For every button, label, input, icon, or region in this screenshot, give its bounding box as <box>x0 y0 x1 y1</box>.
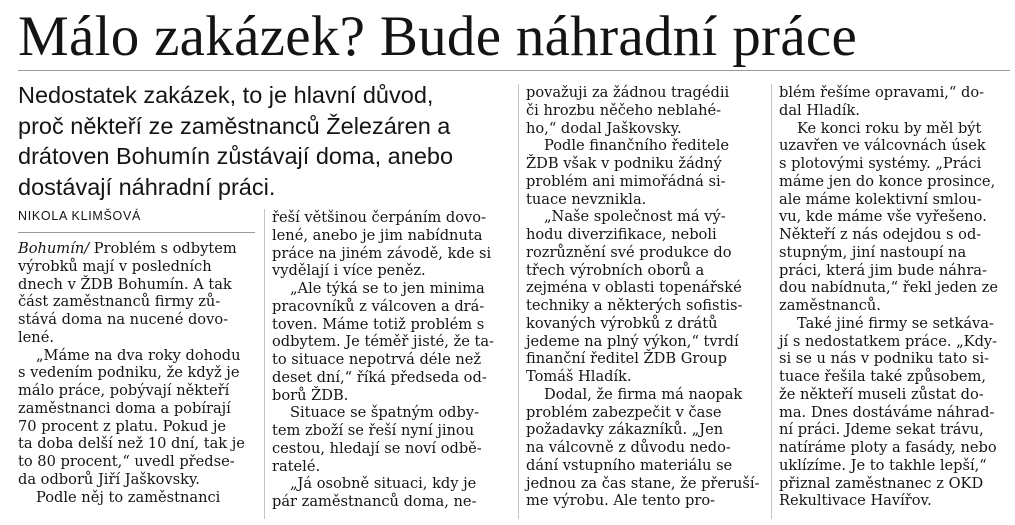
dateline-place: Bohumín/ <box>18 240 90 257</box>
text-line: toven. Máme totiž problém s <box>272 315 485 333</box>
text-line: 70 procent z platu. Pokud je <box>18 417 227 435</box>
text-line: lené, anebo je jim nabídnuta <box>272 226 483 244</box>
text-line: Také jiné firmy se setkáva- <box>797 314 994 332</box>
text-line: práce na jiném závodě, kde si <box>272 244 492 262</box>
text-line: jí s nedostatkem práce. „Kdy- <box>779 332 998 350</box>
text-line: natíráme ploty a fasády, nebo <box>779 439 997 456</box>
text-line: zejména v oblasti topenářské <box>526 279 742 297</box>
lead-line: Nedostatek zakázek, to je hlavní důvod, <box>18 82 434 108</box>
text-line: požadavky zákazníků. „Jen <box>526 421 724 439</box>
text-line <box>18 240 258 258</box>
text-line: me výrobu. Ale tento pro- <box>526 492 716 510</box>
text-line: vydělají i více peněz. <box>272 262 426 280</box>
text-line: borů ŽDB. <box>272 386 349 404</box>
text-line: „Ale týká se to jen minima <box>290 280 485 297</box>
text-column-4 <box>779 84 1015 510</box>
text-line: s vedením podniku, že když je <box>18 364 240 382</box>
text-line: pracovníků z válcoven a drá- <box>272 297 485 315</box>
article-lead <box>18 80 518 202</box>
text-line: málo práce, pobývají někteří <box>18 382 230 399</box>
text-column-2 <box>272 209 512 511</box>
text-line: „Naše společnost má vý- <box>544 208 726 226</box>
text-line: cestou, hledají se noví odbě- <box>272 439 482 457</box>
text-line: dání vstupního materiálu se <box>526 456 733 474</box>
text-line: lené. <box>18 328 54 346</box>
text-line: máme jen do konce prosince, <box>779 172 996 190</box>
column-divider <box>518 84 519 519</box>
text-line: zaměstnanců. <box>779 297 881 314</box>
text-line: s plotovými systémy. „Práci <box>779 155 982 172</box>
lead-line: proč někteří ze zaměstnanců Železáren a <box>18 112 451 139</box>
text-line: Dodal, že firma má naopak <box>544 385 743 403</box>
text-line: ní práci. Jdeme sekat trávu, <box>779 421 984 439</box>
text-line: blém řešíme opravami,“ do- <box>779 84 985 101</box>
author-byline: NIKOLA KLIMŠOVÁ <box>18 209 142 223</box>
text-line: deset dní,“ říká předseda od- <box>272 368 487 386</box>
text-line: „Máme na dva roky dohodu <box>36 346 241 364</box>
text-line: to 80 procent,“ uvedl předse- <box>18 453 235 470</box>
text-line: finanční ředitel ŽDB Group <box>526 350 727 368</box>
text-line: Tomáš Hladík. <box>526 368 632 385</box>
text-line: stupným, jiní nastoupí na <box>779 243 967 261</box>
text-line: výrobků mají v posledních <box>18 257 212 275</box>
text-column-3 <box>526 84 766 510</box>
text-line: ratelé. <box>272 457 321 475</box>
text-line: na válcovně z důvodu nedo- <box>526 439 731 456</box>
text-line: Podle něj to zaměstnanci <box>36 488 221 506</box>
text-line: ma. Dnes dostáváme náhrad- <box>779 403 995 421</box>
text-line: dou nabídnuta,“ řekl jeden ze <box>779 279 998 297</box>
text-line: přiznal zaměstnanec z OKD <box>779 474 984 492</box>
text-line: ale máme kolektivní smlou- <box>779 190 982 208</box>
text-line: považuji za žádnou tragédii <box>526 84 730 101</box>
text-line: uklízíme. Je to takhle lepší,“ <box>779 456 987 474</box>
text-line: ho,“ dodal Jaškovsky. <box>526 119 682 137</box>
text-line: pár zaměstnanců doma, ne- <box>272 493 477 510</box>
text-line: že někteří museli zůstat do- <box>779 385 984 403</box>
text-line: Ke konci roku by měl být <box>797 119 982 137</box>
text-line: si se u nás v podniku tato si- <box>779 350 990 368</box>
lead-line: dostávají náhradní práci. <box>18 173 276 200</box>
text-line: odbytem. Je téměř jisté, že ta- <box>272 333 494 351</box>
text-line: Rekultivace Havířov. <box>779 492 932 510</box>
text-line: hodu diverzifikace, neboli <box>526 226 717 243</box>
text-line: jednou za čas stane, že přeruší- <box>526 474 760 492</box>
text-line: techniky a některých sofistis- <box>526 297 743 314</box>
text-column-1 <box>18 240 258 506</box>
text-line: uzavřen ve válcovnách úsek <box>779 137 986 155</box>
text-line: stává doma na nucené dovo- <box>18 311 229 328</box>
text-line: tuace řešila také způsobem, <box>779 368 987 385</box>
text-line: tem zboží se řeší nyní jinou <box>272 422 475 439</box>
byline-rule <box>18 232 255 233</box>
text-line: Situace se špatným odby- <box>290 404 480 422</box>
text-line: „Já osobně situaci, kdy je <box>290 475 477 493</box>
text-line: či hrozbu něčeho neblahé- <box>526 101 722 119</box>
headline-rule <box>18 70 1010 71</box>
text-line: část zaměstnanců firmy zů- <box>18 293 221 311</box>
text-line: kovaných výrobků z drátů <box>526 314 718 332</box>
text-line: tuace nevznikla. <box>526 190 647 208</box>
text-line: to situace nepotrvá déle než <box>272 351 482 368</box>
column-divider <box>771 84 772 519</box>
text-line: dal Hladík. <box>779 101 860 119</box>
column-divider <box>264 209 265 519</box>
text-line: jedeme na plný výkon,“ tvrdí <box>526 332 739 350</box>
text-line: ta doba delší než 10 dní, tak je <box>18 435 245 453</box>
text-line: práci, která jim bude náhra- <box>779 261 987 279</box>
text-fragment: Problém s odbytem <box>89 240 237 257</box>
text-line: Podle finančního ředitele <box>544 137 730 155</box>
text-line: třech výrobních oborů a <box>526 261 705 279</box>
text-line: Někteří z nás odejdou s od- <box>779 226 982 243</box>
article-headline: Málo zakázek? Bude náhradní práce <box>18 5 858 68</box>
text-line: rozrůznění své produkce do <box>526 243 732 261</box>
text-line: ŽDB však v podniku žádný <box>526 155 722 172</box>
text-line: problém zabezpečit v čase <box>526 403 722 421</box>
text-line: da odborů Jiří Jaškovsky. <box>18 470 200 488</box>
text-line: dnech v ŽDB Bohumín. A tak <box>18 275 232 293</box>
text-line: vu, kde máme vše vyřešeno. <box>779 208 987 226</box>
text-line: řeší většinou čerpáním dovo- <box>272 209 486 226</box>
text-line: problém ani mimořádná si- <box>526 172 726 190</box>
lead-line: drátoven Bohumín zůstávají doma, anebo <box>18 143 454 169</box>
text-line: zaměstnanci doma a pobírají <box>18 399 231 417</box>
